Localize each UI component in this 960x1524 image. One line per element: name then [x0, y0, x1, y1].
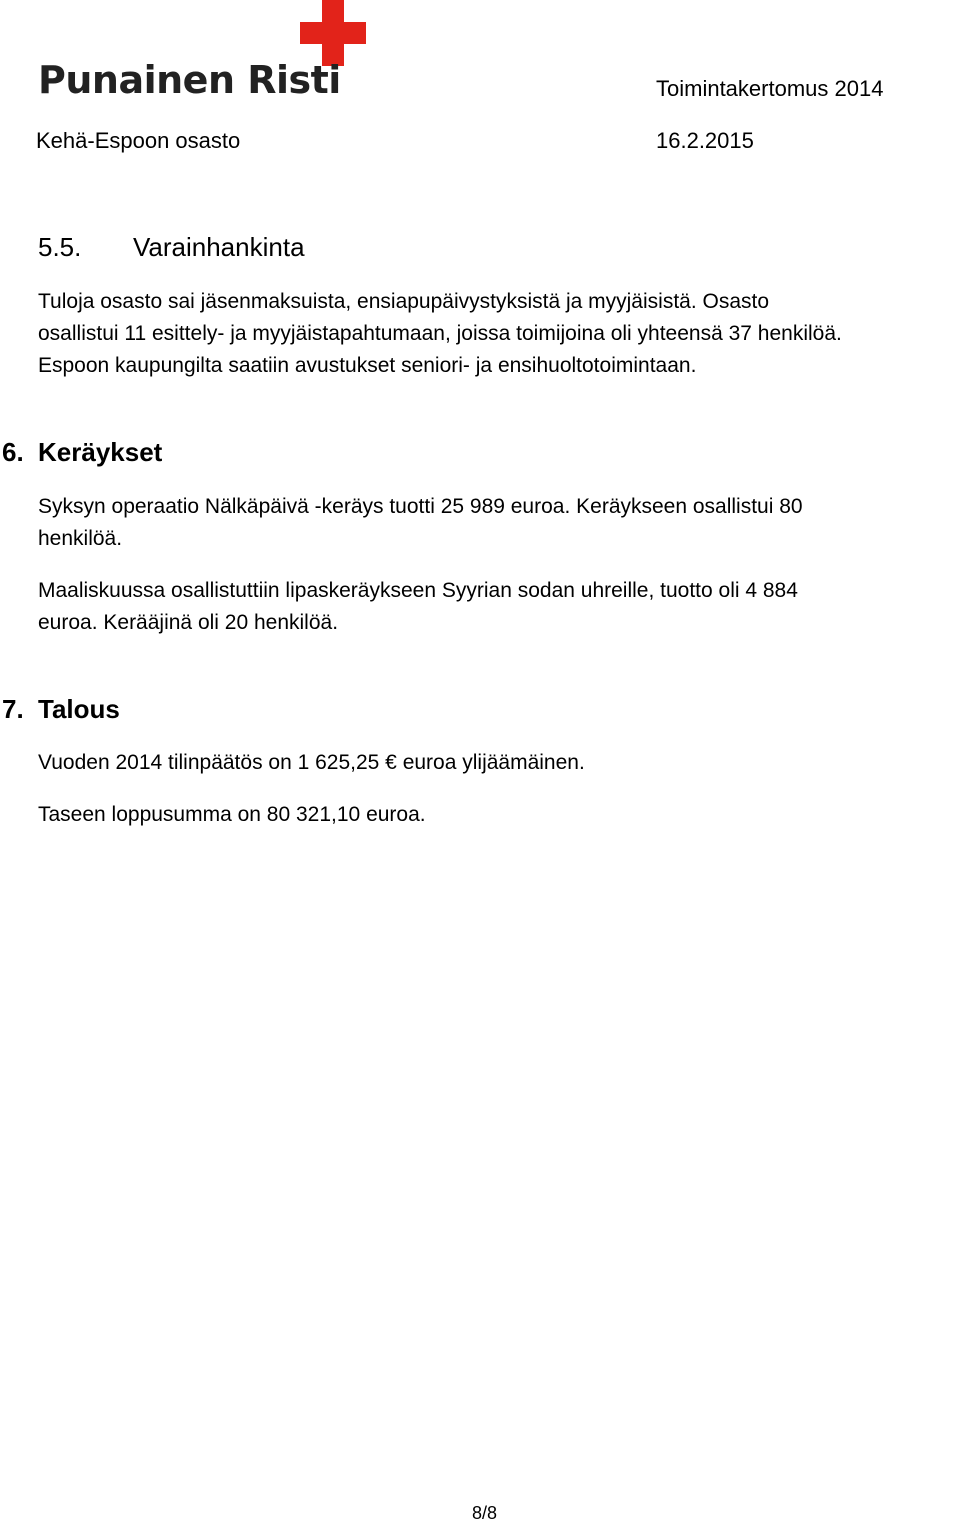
finance-result-text: Vuoden 2014 tilinpäätös on 1 625,25 € euroa ylijäämäinen. — [38, 751, 585, 774]
red-cross-logo-icon — [300, 0, 366, 66]
paragraph-line: Syksyn operaatio Nälkäpäivä -keräys tuotti 25 989 euroa. Keräykseen osallistui 80 — [38, 495, 803, 518]
paragraph-line: Tuloja osasto sai jäsenmaksuista, ensiapupäivystyksistä ja myyjäisistä. Osasto — [38, 290, 770, 313]
paragraph-line: Espoon kaupungilta saatiin avustukset seniori- ja ensihuoltotoimintaan. — [38, 354, 697, 377]
paragraph-line: Maaliskuussa osallistuttiin lipaskeräykseen Syyrian sodan uhreille, tuotto oli 4 884 — [38, 579, 798, 602]
paragraph-line: euroa. Kerääjinä oli 20 henkilöä. — [38, 611, 339, 634]
collections-heading — [2, 437, 162, 468]
collections-heading-number: 6. — [2, 437, 24, 467]
finance-balance-text: Taseen loppusumma on 80 321,10 euroa. — [38, 803, 426, 826]
fundraising-heading-number: 5.5. — [38, 232, 82, 262]
finance-heading-number: 7. — [2, 694, 24, 724]
fundraising-heading-title: Varainhankinta — [133, 232, 305, 262]
page-number: 8/8 — [472, 1503, 498, 1523]
organization-logo-text: Punainen Risti — [38, 58, 341, 102]
collections-paragraph-2 — [38, 575, 798, 639]
fundraising-paragraph — [38, 286, 842, 382]
collections-paragraph-1 — [38, 491, 803, 555]
report-title: Toimintakertomus 2014 — [656, 76, 884, 101]
report-date: 16.2.2015 — [656, 128, 754, 153]
paragraph-line: osallistui 11 esittely- ja myyjäistapahtumaan, joissa toimijoina oli yhteensä 37 henkilöä. — [38, 322, 842, 345]
finance-heading-title: Talous — [38, 694, 120, 724]
paragraph-line: henkilöä. — [38, 527, 123, 550]
branch-name: Kehä-Espoon osasto — [36, 128, 241, 153]
finance-heading — [2, 694, 120, 725]
collections-heading-title: Keräykset — [38, 437, 163, 467]
